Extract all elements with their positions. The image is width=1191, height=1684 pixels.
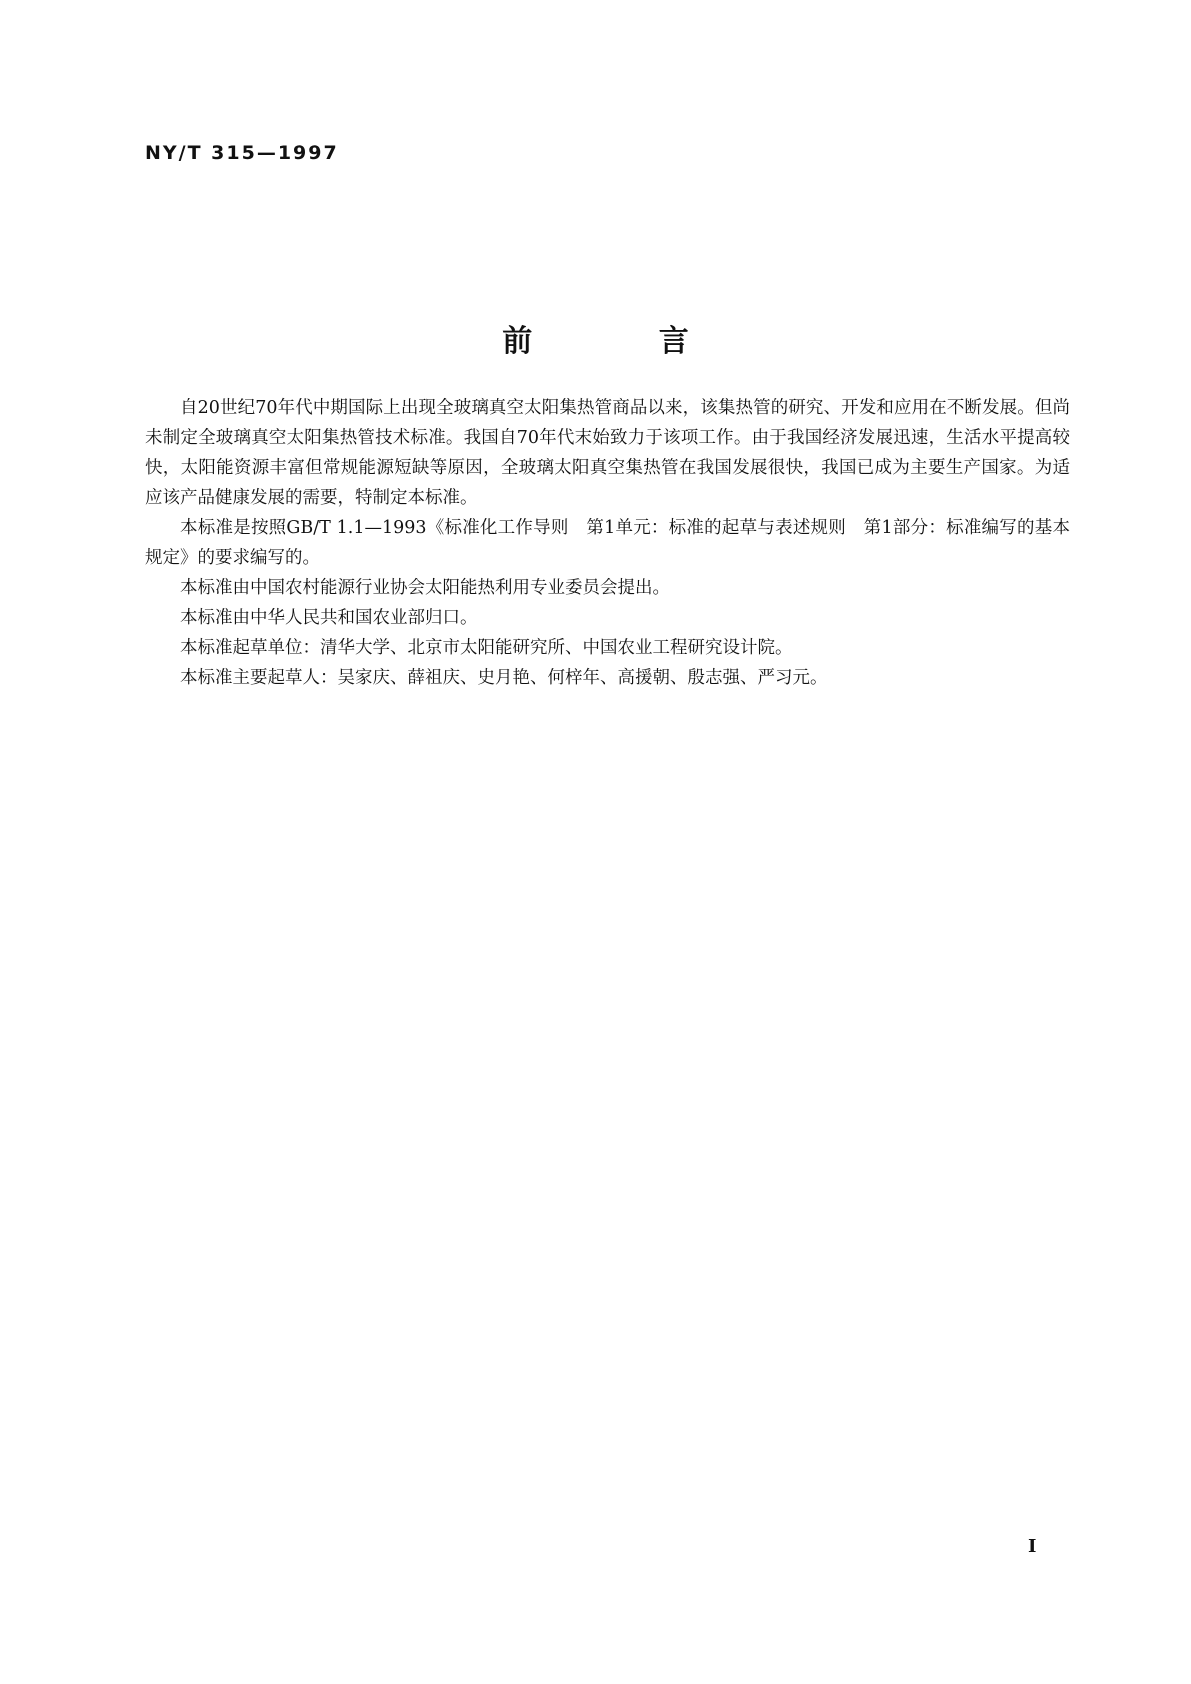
page-number: I — [1028, 1536, 1037, 1557]
standard-code: NY/T 315—1997 — [145, 142, 339, 164]
paragraph-background: 自20世纪70年代中期国际上出现全玻璃真空太阳集热管商品以来，该集热管的研究、开发和应用在不断发展。但尚未制定全玻璃真空太阳集热管技术标准。我国自70年代末始致力于该项工作。由于我国经济发展迅速，生活水平提高较快，太阳能资源丰富但常规能源短缺等原因，全玻璃太阳真空集热管在我国发展很快，我国已成为主要生产国家。为适应该产品健康发展的需要，特制定本标准。 — [145, 398, 1070, 508]
paragraph-drafting-basis: 本标准是按照GB/T 1.1—1993《标准化工作导则 第1单元：标准的起草与表述规则 第1部分：标准编写的基本规定》的要求编写的。 — [145, 518, 1070, 568]
paragraph-drafters: 本标准主要起草人：吴家庆、薛祖庆、史月艳、何梓年、高援朝、殷志强、严习元。 — [180, 668, 828, 688]
paragraph-responsible-body: 本标准由中华人民共和国农业部归口。 — [180, 608, 478, 628]
paragraph-proposed-by: 本标准由中国农村能源行业协会太阳能热利用专业委员会提出。 — [180, 578, 670, 598]
paragraph-drafting-units: 本标准起草单位：清华大学、北京市太阳能研究所、中国农业工程研究设计院。 — [180, 638, 793, 658]
foreword-body — [145, 393, 1070, 693]
section-title-foreword: 前 言 — [502, 324, 747, 359]
